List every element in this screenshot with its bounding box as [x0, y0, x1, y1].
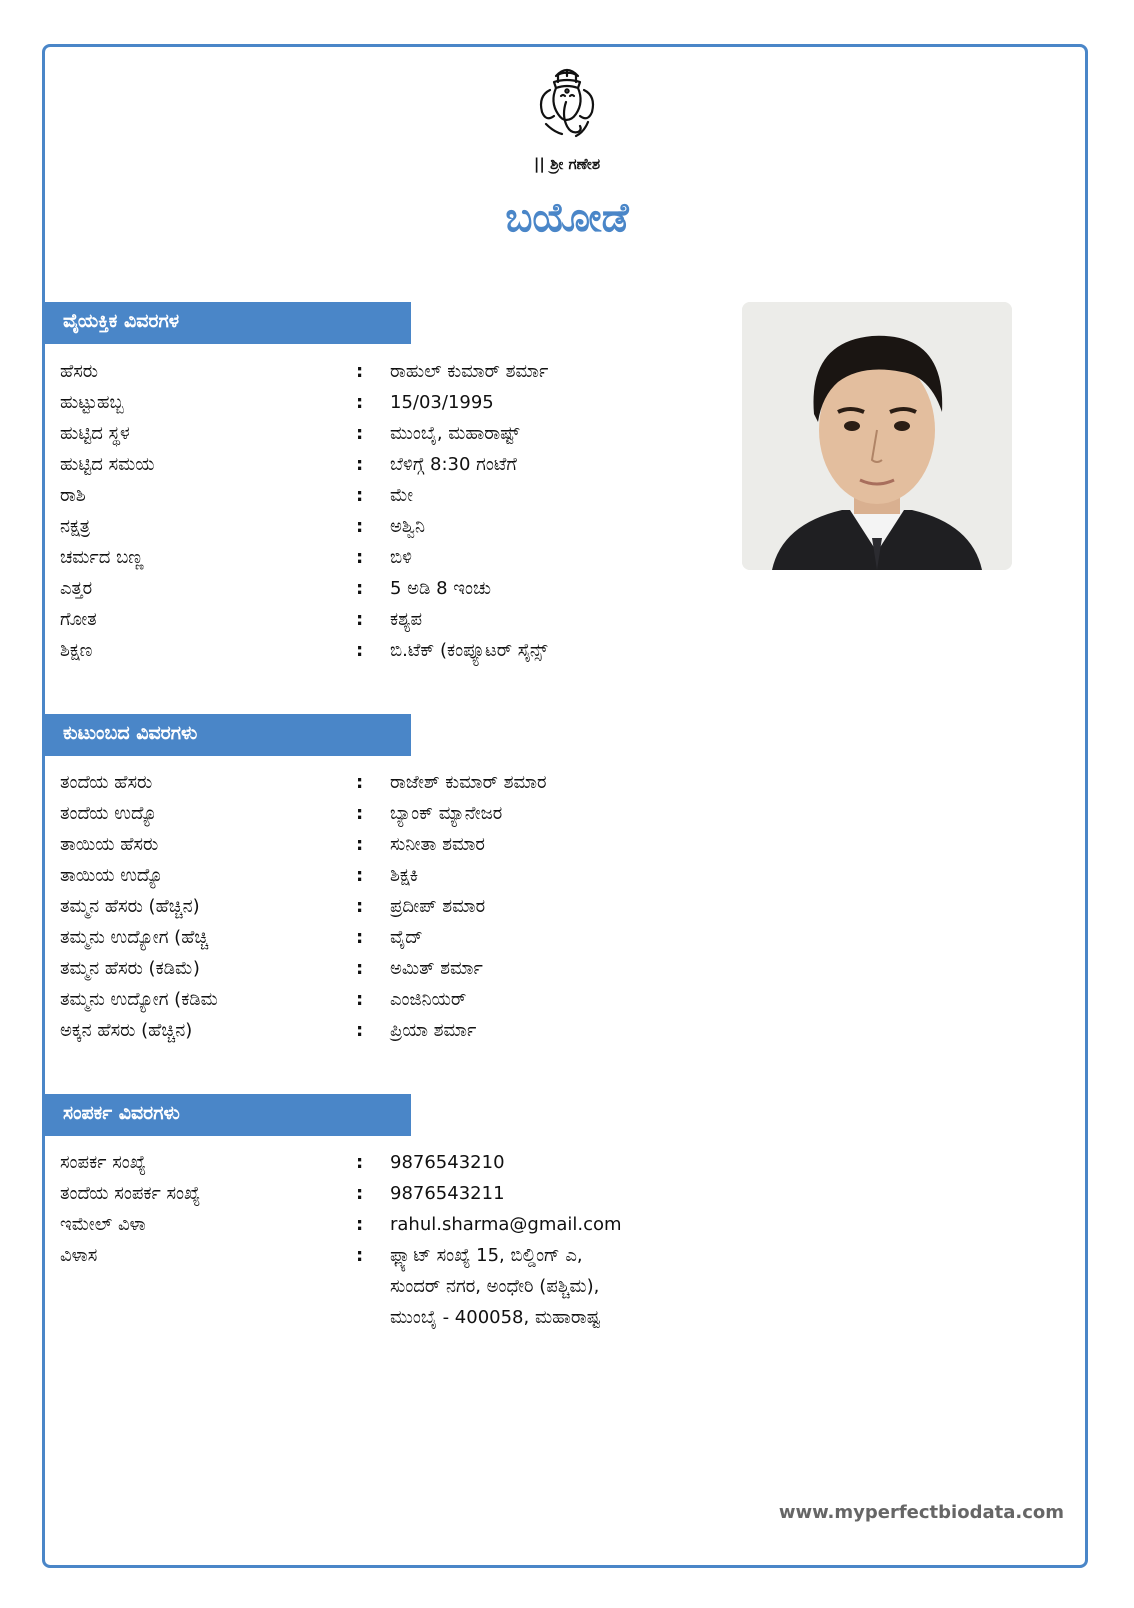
field-label: ವಿಳಾಸ: [60, 1245, 98, 1266]
field-label: ತಮ್ಮನ ಹೆಸರು (ಕಡಿಮೆ): [60, 958, 200, 979]
field-value: 9876543211: [390, 1183, 505, 1204]
invocation-text: || ಶ್ರೀ ಗಣೇಶ: [533, 155, 601, 173]
field-value: ವೈದ್: [390, 927, 423, 948]
field-label: ನಕ್ಷತ್ರ: [60, 516, 91, 537]
field-value: ಮುಂಬೈ, ಮಹಾರಾಷ್ಟ್: [390, 423, 520, 444]
separator: :: [356, 361, 364, 382]
detail-row: [60, 387, 680, 418]
separator: :: [356, 640, 364, 661]
detail-row: [60, 604, 680, 635]
document-title: ಬಯೋಡೆ: [505, 195, 629, 241]
field-value: ಶಿಕ್ಷಕಿ: [390, 865, 419, 886]
ganesha-icon: [532, 62, 602, 140]
detail-row: [60, 1015, 680, 1046]
detail-row: [60, 542, 680, 573]
detail-row: [60, 1147, 680, 1178]
field-value: ಮೇ: [390, 485, 414, 506]
separator: :: [356, 772, 364, 793]
field-value: ಪ್ರದೀಪ್ ಶಮಾರ: [390, 896, 486, 917]
detail-row: [60, 356, 680, 387]
family-details: [60, 767, 680, 1046]
separator: :: [356, 1152, 364, 1173]
separator: :: [356, 989, 364, 1010]
field-label: ತಾಯಿಯ ಉದ್ಯೊ: [60, 865, 164, 886]
field-label: ಚರ್ಮದ ಬಣ್ಣ: [60, 547, 144, 568]
field-value: ಅಶ್ವಿನಿ: [390, 516, 425, 537]
field-value: 9876543210: [390, 1152, 505, 1173]
separator: :: [356, 547, 364, 568]
separator: :: [356, 803, 364, 824]
detail-row: [60, 860, 680, 891]
separator: :: [356, 865, 364, 886]
detail-row: [60, 573, 680, 604]
field-label: ಎತ್ತರ: [60, 578, 93, 599]
separator: :: [356, 1214, 364, 1235]
field-value: ಬೆಳಿಗ್ಗೆ 8:30 ಗಂಟೆಗೆ: [390, 454, 517, 475]
field-value: ಪ್ರಿಯಾ ಶರ್ಮಾ: [390, 1020, 477, 1041]
field-label: ಸಂಪರ್ಕ ಸಂಖ್ಯೆ: [60, 1152, 147, 1173]
personal-details: [60, 356, 680, 666]
family-section-heading: ಕುಟುಂಬದ ವಿವರಗಳು: [45, 714, 411, 756]
separator: :: [356, 834, 364, 855]
detail-row: [60, 635, 680, 666]
footer-website: www.myperfectbiodata.com: [778, 1502, 1064, 1523]
field-label: ಹುಟ್ಟಿದ ಸ್ಥಳ: [60, 423, 130, 444]
separator: :: [356, 1245, 364, 1266]
separator: :: [356, 896, 364, 917]
field-label: ತಂದೆಯ ಸಂಪರ್ಕ ಸಂಖ್ಯೆ: [60, 1183, 201, 1204]
field-value: ರಾಹುಲ್ ಕುಮಾರ್ ಶರ್ಮಾ: [390, 361, 549, 382]
detail-row: [60, 798, 680, 829]
field-label: ತಂದೆಯ ಉದ್ಯೊ: [60, 803, 158, 824]
field-label: ಹೆಸರು: [60, 361, 98, 382]
field-label: ಹುಟ್ಟುಹಬ್ಬ: [60, 392, 124, 413]
detail-row: [60, 953, 680, 984]
separator: :: [356, 516, 364, 537]
separator: :: [356, 485, 364, 506]
field-value: ಬಿಳಿ: [390, 547, 412, 568]
separator: :: [356, 1183, 364, 1204]
field-label: ಇಮೇಲ್ ವಿಳಾ: [60, 1214, 146, 1235]
detail-row: [60, 511, 680, 542]
field-label: ತಮ್ಮನು ಉದ್ಯೋಗ (ಹೆಚ್ಚಿ: [60, 927, 209, 948]
separator: :: [356, 609, 364, 630]
separator: :: [356, 423, 364, 444]
separator: :: [356, 578, 364, 599]
contact-details: [60, 1147, 680, 1333]
detail-row: [60, 480, 680, 511]
field-value: rahul.sharma@gmail.com: [390, 1214, 622, 1235]
field-label: ತಮ್ಮನ ಹೆಸರು (ಹೆಚ್ಚಿನ): [60, 896, 200, 917]
personal-section-heading: ವೈಯಕ್ತಿಕ ವಿವರಗಳ: [45, 302, 411, 344]
field-value: 5 ಅಡಿ 8 ಇಂಚು: [390, 578, 491, 599]
field-value: ಸುನೀತಾ ಶಮಾರ: [390, 834, 485, 855]
field-value: ಬಿ.ಟೆಕ್ (ಕಂಪ್ಯೂಟರ್ ಸೈನ್ಸ್: [390, 640, 548, 661]
field-value: ಅಮಿತ್ ಶರ್ಮಾ: [390, 958, 483, 979]
detail-row: [60, 1178, 680, 1209]
detail-row: [60, 1209, 680, 1240]
field-value: ರಾಜೇಶ್ ಕುಮಾರ್ ಶಮಾರ: [390, 772, 547, 793]
field-value: 15/03/1995: [390, 392, 494, 413]
detail-row: [60, 1240, 680, 1333]
field-label: ರಾಶಿ: [60, 485, 86, 506]
field-value: ಬ್ಯಾಂಕ್ ಮ್ಯಾನೇಜರ: [390, 803, 503, 824]
contact-section-heading: ಸಂಪರ್ಕ ವಿವರಗಳು: [45, 1094, 411, 1136]
field-label: ಗೋತ: [60, 609, 97, 630]
field-label: ತಂದೆಯ ಹೆಸರು: [60, 772, 153, 793]
field-label: ತಮ್ಮನು ಉದ್ಯೋಗ (ಕಡಿಮ: [60, 989, 218, 1010]
field-value: ಫ್ಲ್ಯಾಟ್ ಸಂಖ್ಯೆ 15, ಬಿಲ್ಡಿಂಗ್ ಎ, ಸುಂದರ್ ನಗರ, ಅಂಧೇರಿ (ಪಶ್ಚಿಮ), ಮುಂಬೈ - 400058, ಮಹಾರಾಷ್ಟ: [390, 1245, 601, 1328]
detail-row: [60, 767, 680, 798]
detail-row: [60, 418, 680, 449]
profile-photo: [742, 302, 1012, 570]
separator: :: [356, 1020, 364, 1041]
detail-row: [60, 891, 680, 922]
detail-row: [60, 984, 680, 1015]
detail-row: [60, 829, 680, 860]
field-label: ಅಕ್ಕನ ಹೆಸರು (ಹೆಚ್ಚಿನ): [60, 1020, 193, 1041]
detail-row: [60, 449, 680, 480]
field-label: ಹುಟ್ಟಿದ ಸಮಯ: [60, 454, 155, 475]
separator: :: [356, 958, 364, 979]
field-value: ಎಂಜಿನಿಯರ್: [390, 989, 467, 1010]
detail-row: [60, 922, 680, 953]
separator: :: [356, 927, 364, 948]
separator: :: [356, 392, 364, 413]
field-label: ಶಿಕ್ಷಣ: [60, 640, 93, 661]
separator: :: [356, 454, 364, 475]
field-label: ತಾಯಿಯ ಹೆಸರು: [60, 834, 159, 855]
field-value: ಕಶ್ಯಪ: [390, 609, 422, 630]
